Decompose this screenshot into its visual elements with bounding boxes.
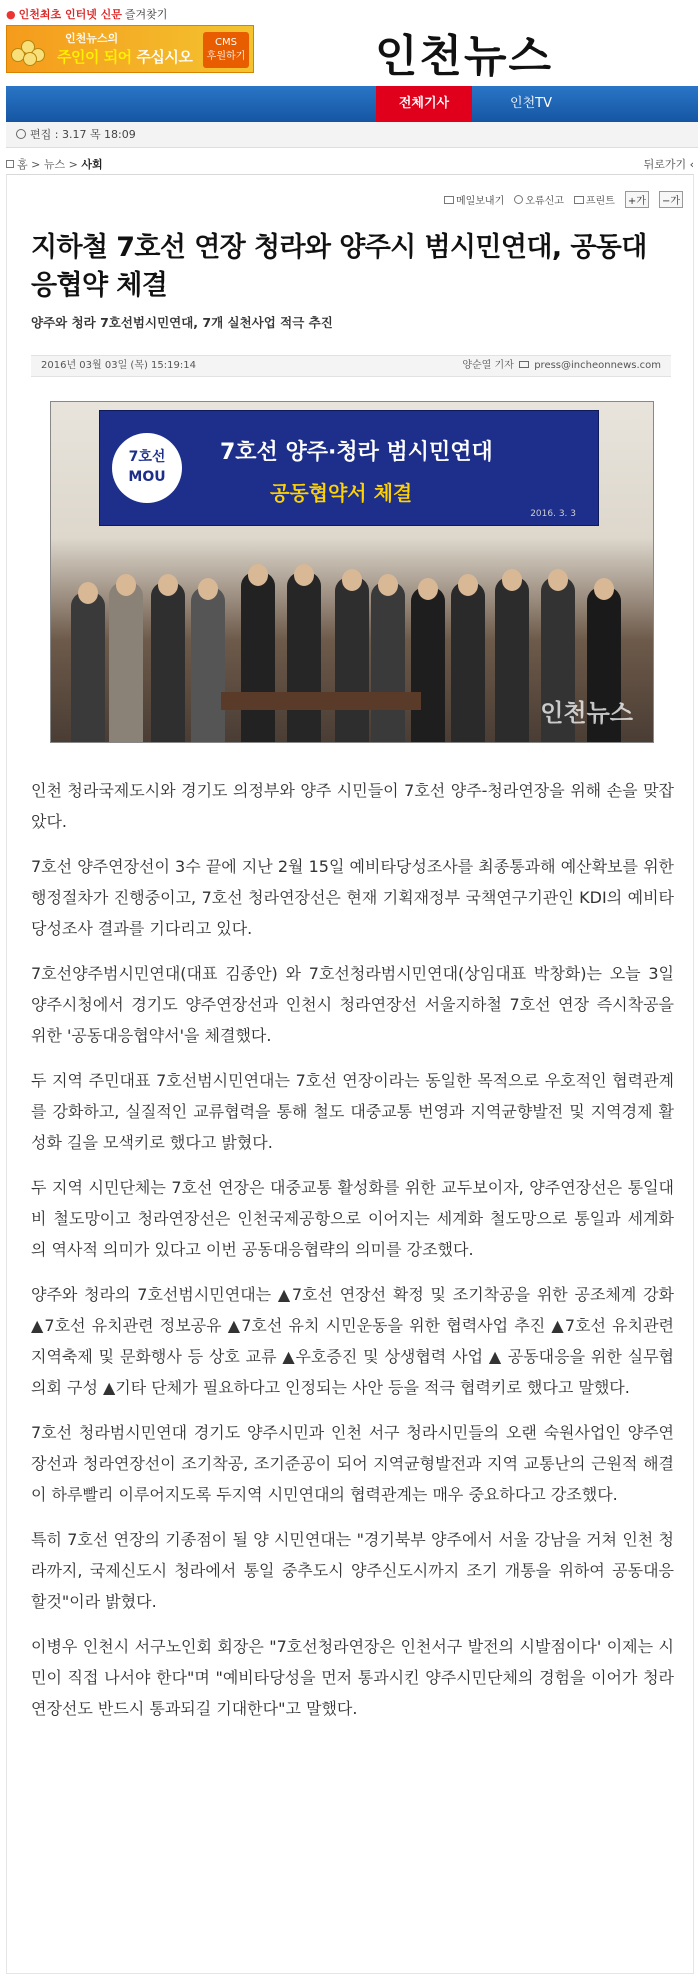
article-subtitle: 양주와 청라 7호선범시민연대, 7개 실천사업 적극 추진 (31, 315, 333, 330)
banner-line1: 인천뉴스의 (65, 32, 119, 45)
article-paragraph: 두 지역 주민대표 7호선범시민연대는 7호선 연장이라는 동일한 목적으로 우호적인 협력관계를 강화하고, 실질적인 교류협력을 통해 철도 대중교통 번영과 지역균향발전 및 지역경제 활성화 길을 모색키로 했다고 밝혔다. (31, 1071, 674, 1152)
bookmark-icon: ● (6, 7, 16, 21)
tab-all-articles[interactable]: 전체기사 (376, 86, 472, 122)
article-photo[interactable] (50, 401, 654, 743)
photo-watermark: 인천뉴스 (540, 699, 633, 727)
article-paragraph: 특히 7호선 연장의 기종점이 될 양 시민연대는 "경기북부 양주에서 서울 강남을 거쳐 인천 청라까지, 국제신도시 청라에서 통일 중추도시 양주신도시까지 조기 개통을 위하여 공동대응 할것"이라 밝혔다. (31, 1530, 674, 1611)
article-paragraph: 양주와 청라의 7호선범시민연대는 ▲7호선 연장선 확정 및 조기착공을 위한 공조체계 강화 ▲7호선 유치관련 정보공유 ▲7호선 유치 시민운동을 위한 협력사업 추진 ▲7호선 유치관련 지역축제 및 문화행사 등 상호 교류 ▲우호증진 및 상생협력 사업 ▲ 공동대응을 위한 실무협의회 구성 ▲기타 단체가 필요하다고 인정되는 사안 등을 적극 협력키로 했다고 말했다. (31, 1285, 674, 1397)
photo-banner-date: 2016. 3. 3 (530, 509, 576, 519)
article-paragraph: 7호선 양주연장선이 3수 끝에 지난 2월 15일 예비타당성조사를 최종통과해 예산확보를 위한 행정절차가 진행중이고, 7호선 청라연장선은 현재 기획재정부 국책연구기관인 KDI의 예비타당성조사 결과를 기다리고 있다. (31, 857, 674, 938)
favorite-link[interactable] (6, 6, 167, 22)
author-email[interactable]: press@incheonnews.com (534, 360, 661, 371)
main-nav (6, 86, 698, 122)
breadcrumb-home[interactable]: 홈 (17, 158, 28, 171)
font-increase-button[interactable]: +가 (625, 191, 649, 208)
breadcrumb-current[interactable]: 사회 (81, 158, 103, 171)
print-icon (574, 196, 584, 204)
back-button[interactable]: 뒤로가기 ‹ (643, 158, 694, 171)
coins-icon (11, 34, 51, 68)
mail-icon (444, 196, 454, 204)
breadcrumb-news[interactable]: 뉴스 (43, 158, 66, 171)
article-paragraph: 이병우 인천시 서구노인회 회장은 "7호선청라연장은 인천서구 발전의 시발점이다' 이제는 시민이 직접 나서야 한다"며 "예비타당성을 먼저 통과시킨 양주시민단체의 경험을 이어가 청라연장선도 반드시 통과되길 기대한다"고 말했다. (31, 1637, 674, 1718)
home-icon (6, 160, 14, 168)
article-body (31, 775, 674, 1738)
favorite-prefix: 인천최초 인터넷 신문 (18, 8, 122, 21)
report-icon (514, 195, 523, 204)
mail-icon (519, 361, 529, 368)
article-paragraph: 7호선양주범시민연대(대표 김종안) 와 7호선청라범시민연대(상임대표 박창화)는 오늘 3일 양주시청에서 경기도 양주연장선과 인천시 청라연장선 서울지하철 7호선 연장 즉시착공을 위한 '공동대응협약서'을 체결했다. (31, 964, 674, 1045)
donation-banner[interactable] (6, 25, 254, 73)
top-header (0, 0, 698, 80)
photo-banner-line2: 공동협약서 체결 (270, 481, 413, 505)
article-author: 양순열 기자 (462, 360, 514, 371)
article-date: 2016년 03월 03일 (목) 15:19:14 (41, 360, 196, 371)
edit-time-bar (6, 122, 698, 148)
photo-banner-line1: 7호선 양주·청라 범시민연대 (220, 440, 493, 465)
report-button[interactable]: 오류신고 (514, 192, 564, 207)
cms-donate-button[interactable]: CMS 후원하기 (203, 32, 249, 68)
article-paragraph: 인천 청라국제도시와 경기도 의정부와 양주 시민들이 7호선 양주-청라연장을 위해 손을 맞잡았다. (31, 781, 674, 831)
article-paragraph: 두 지역 시민단체는 7호선 연장은 대중교통 활성화를 위한 교두보이자, 양주연장선은 통일대비 철도망이고 청라연장선은 인천국제공항으로 이어지는 세계화 철도망으로 통일과 세계화의 역사적 의미가 있다고 이번 공동대응협략의 의미를 강조했다. (31, 1178, 674, 1259)
tab-incheon-tv[interactable]: 인천TV (510, 96, 552, 111)
article-paragraph: 7호선 청라범시민연대 경기도 양주시민과 인천 서구 청라시민들의 오랜 숙원사업인 양주연장선과 청라연장선이 조기착공, 조기준공이 되어 지역균형발전과 지역 교통난의 근원적 해결이 하루빨리 이루어지도록 두지역 시민연대의 협력관계는 매우 중요하다고 강조했다. (31, 1423, 674, 1504)
font-decrease-button[interactable]: −가 (659, 191, 683, 208)
favorite-label: 즐겨찾기 (124, 8, 168, 21)
mou-badge: 7호선 MOU (112, 433, 182, 503)
photo-banner (99, 410, 599, 526)
print-button[interactable]: 프린트 (574, 192, 615, 207)
breadcrumb: 홈 > 뉴스 > 사회 뒤로가기 ‹ (6, 156, 698, 174)
article-container (6, 174, 694, 1974)
banner-line2: 주인이 되어 주십시오 (57, 48, 193, 66)
clock-icon (16, 129, 26, 139)
article-tools (444, 191, 683, 208)
signing-desk (221, 692, 421, 710)
email-button[interactable]: 메일보내기 (444, 192, 504, 207)
site-logo[interactable]: 인천뉴스 (375, 31, 554, 82)
article-meta (31, 355, 671, 377)
edit-time: 편집 : 3.17 목 18:09 (30, 128, 136, 141)
article-title: 지하철 7호선 연장 청라와 양주시 범시민연대, 공동대응협약 체결 (31, 232, 647, 301)
